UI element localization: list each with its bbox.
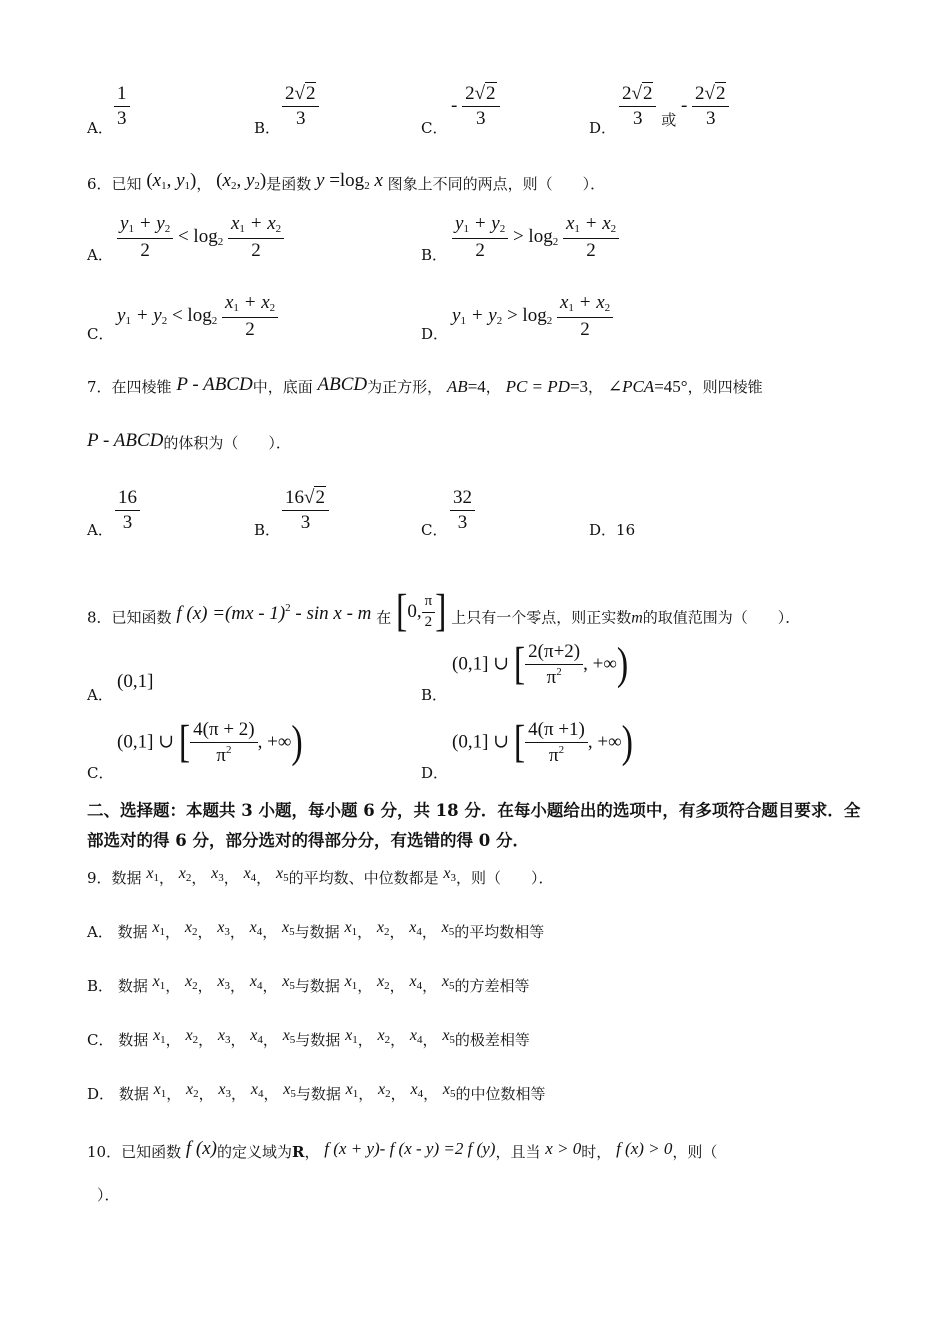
- q7-stem-line2: P - ABCD的体积为（ ）．: [87, 430, 291, 452]
- q9-option-a: A． 数据 $x_1$， $x_2$， $x_3$， $x_4$， $x_5$与数据 $x_1$， $x_2$， $x_4$， $x_5$的平均数相等: [87, 919, 545, 941]
- q8-option-c-formula: (0,1] ∪ [ $\frac{4(\pi + 2)}{\pi^2}$ , +∞): [117, 717, 303, 768]
- q6-option-a-formula: $\frac{y_1 + y_2}{2}$ < $\log_2$ $\frac{x_1 + x_2}{2}$: [117, 214, 284, 260]
- q5-option-b-label: B．: [254, 119, 281, 137]
- q5-option-d-fraction: $\frac{2√2}{3}$ $_或$ - $\frac{2√2}{3}$: [619, 84, 729, 129]
- q5-option-c-fraction: - $\frac{2√2}{3}$: [451, 84, 500, 129]
- q7-option-d: D．16: [589, 521, 636, 539]
- q6-option-a-label: A．: [87, 246, 113, 264]
- q9-option-c: C． 数据 $x_1$， $x_2$， $x_3$， $x_4$， $x_5$与数据 $x_1$， $x_2$， $x_4$， $x_5$的极差相等: [87, 1027, 530, 1049]
- q8-option-d-label: D．: [421, 764, 449, 782]
- q8-stem: 8．已知函数 f (x) =(mx - 1)$^2$ - sin x - m 在 [0, $\frac{\pi}{2}$ ] 上只有一个零点，则正实数m的取值范围为（ ）．: [87, 586, 801, 637]
- q6-option-c-label: C．: [87, 325, 114, 343]
- q6-option-b-label: B．: [421, 246, 448, 264]
- q7-option-c-label: C．: [421, 521, 448, 539]
- q10-stem-line1: 10．已知函数 f (x)的定义域为R， f (x + y)- f (x - y) =2 f (y)，且当 x > 0时， f (x) > 0，则（: [87, 1138, 718, 1161]
- q5-option-a-label: A．: [87, 119, 113, 137]
- q6-option-d-formula: $y_1 + y_2 > \log_2$ $\frac{x_1 + x_2}{2}$: [452, 293, 613, 339]
- q9-option-d: D． 数据 $x_1$， $x_2$， $x_3$， $x_4$， $x_5$与数据 $x_1$， $x_2$， $x_4$， $x_5$的中位数相等: [87, 1081, 546, 1103]
- q8-option-b-label: B．: [421, 686, 448, 704]
- q5-option-a-fraction: $\frac{1}{3}$: [114, 84, 130, 129]
- q5-option-d-label: D．: [589, 119, 617, 137]
- q9-stem: 9．数据 $x_1$， $x_2$， $x_3$， $x_4$， $x_5$的平均数、中位数都是 $x_3$，则（ ）．: [87, 865, 554, 887]
- q7-option-c-fraction: $\frac{32}{3}$: [450, 488, 475, 533]
- q9-option-b: B． 数据 $x_1$， $x_2$， $x_3$， $x_4$， $x_5$与数据 $x_1$， $x_2$， $x_4$， $x_5$的方差相等: [87, 973, 530, 995]
- q8-option-b-formula: (0,1] ∪ [ $\frac{2(\pi+2)}{\pi^2}$ , +∞): [452, 639, 629, 690]
- q7-option-b-fraction: $\frac{16√2}{3}$: [282, 488, 329, 533]
- q10-stem-line2: ）．: [97, 1186, 120, 1204]
- section-2-heading: 二、选择题：本题共 3 小题，每小题 6 分，共 18 分．在每小题给出的选项中，有多项符合题目要求．全部选对的得 6 分，部分选对的得部分分，有选错的得 0 分．: [87, 801, 861, 850]
- q6-option-d-label: D．: [421, 325, 449, 343]
- q7-stem-line1: 7．在四棱锥 P - ABCD中，底面 ABCD为正方形， AB=4， PC = PD=3， ∠PCA=45°，则四棱锥: [87, 374, 763, 396]
- q8-option-d-formula: (0,1] ∪ [ $\frac{4(\pi +1)}{\pi^2}$ , +∞): [452, 717, 633, 768]
- q6-stem: 6．已知 ($x_1$, $y_1$)， ($x_2$, $y_2$)是函数 $y =\log_2$ x 图象上不同的两点，则（ ）．: [87, 170, 606, 193]
- q8-option-c-label: C．: [87, 764, 114, 782]
- q6-option-b-formula: $\frac{y_1 + y_2}{2}$ > $\log_2$ $\frac{x_1 + x_2}{2}$: [452, 214, 619, 260]
- q8-option-a-formula: (0,1]: [117, 671, 154, 692]
- q8-option-a-label: A．: [87, 686, 113, 704]
- q6-option-c-formula: $y_1 + y_2 < \log_2$ $\frac{x_1 + x_2}{2}$: [117, 293, 278, 339]
- q7-option-b-label: B．: [254, 521, 281, 539]
- q7-option-a-fraction: $\frac{16}{3}$: [115, 488, 140, 533]
- q5-option-c-label: C．: [421, 119, 448, 137]
- q7-option-a-label: A．: [87, 521, 113, 539]
- q5-option-b-fraction: $\frac{2√2}{3}$: [282, 84, 319, 129]
